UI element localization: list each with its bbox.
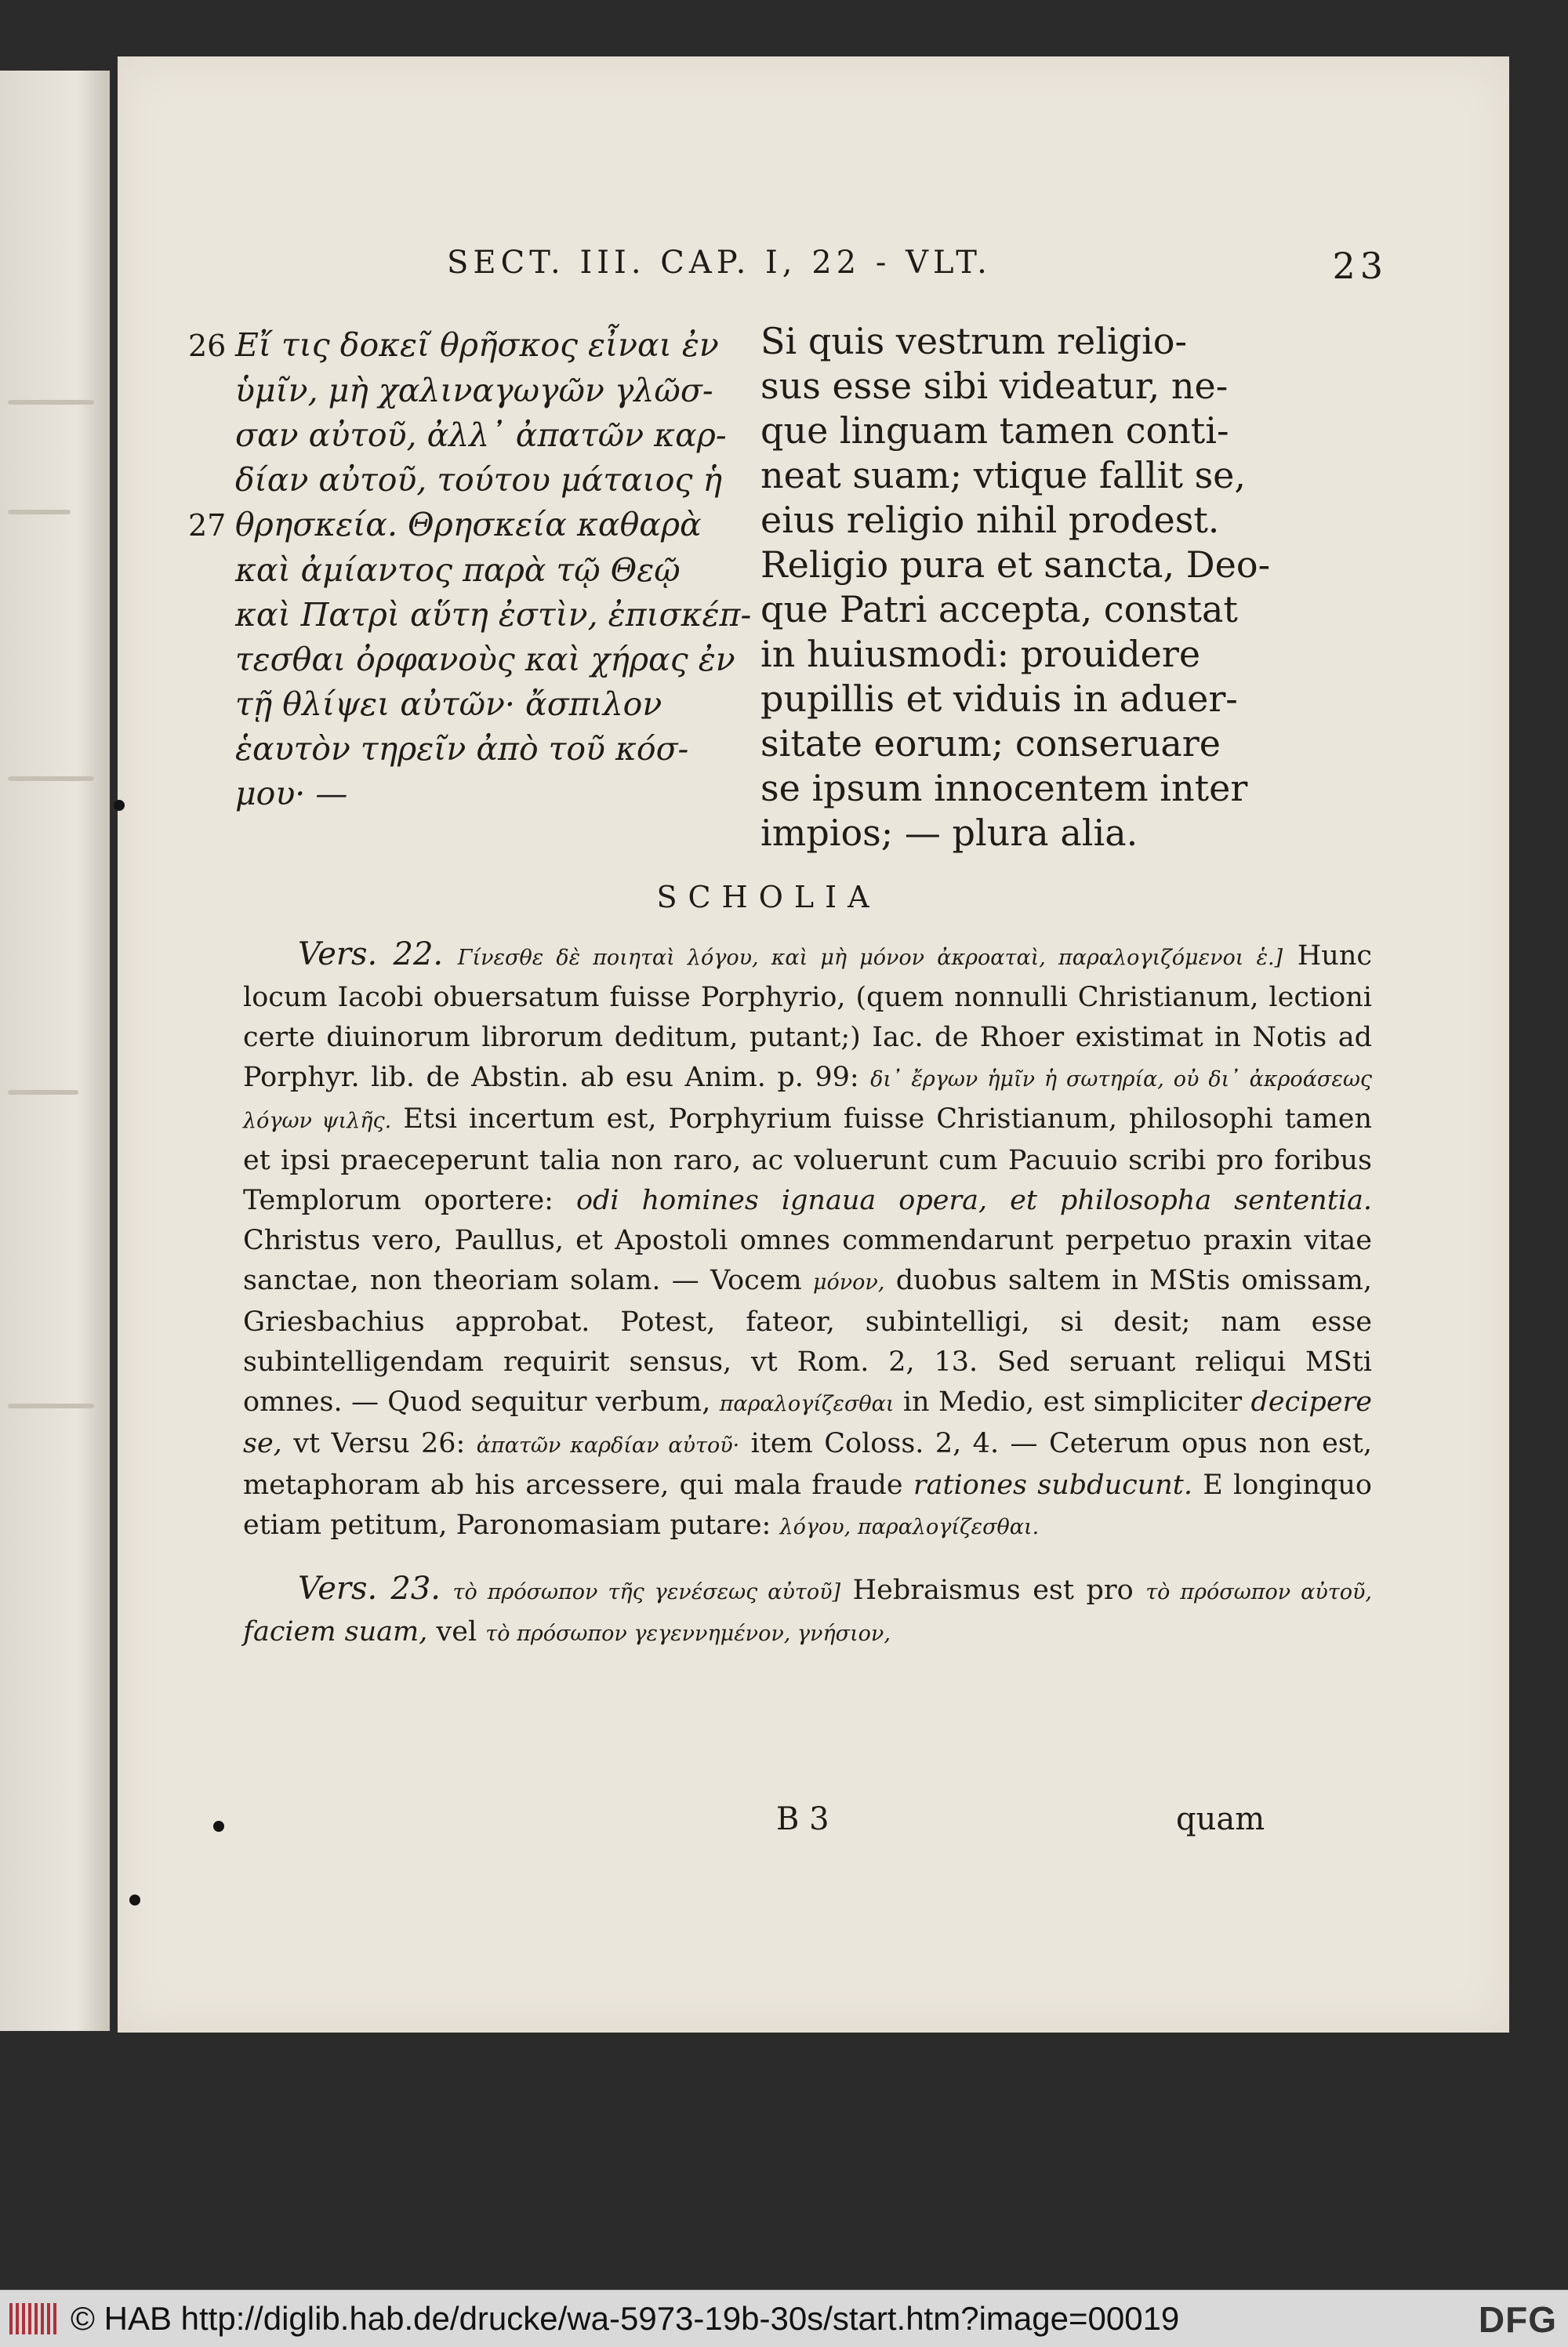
italic-phrase: decipere se, <box>243 1386 1372 1459</box>
greek-phrase: τὸ πρόσωπον αὐτοῦ, <box>1145 1580 1372 1604</box>
greek-line-text: Εἴ τις δοκεῖ θρῆσκος εἶναι ἐν <box>235 326 719 364</box>
note-text: E longinquo etiam petitum, Paronomasiam putare: <box>243 1470 1373 1541</box>
greek-quote: ἀπατῶν καρδίαν αὐτοῦ· <box>476 1433 740 1458</box>
latin-line: Si quis vestrum religio- <box>760 320 1188 362</box>
greek-word: παραλογίζεσθαι <box>719 1392 895 1416</box>
scholia-notes <box>243 935 1372 1676</box>
greek-line-text: ὑμῖν, μὴ χαλιναγωγῶν γλῶσ- <box>235 372 713 409</box>
latin-line: sitate eorum; conseruare <box>760 722 1221 765</box>
signature-mark: B 3 <box>776 1801 829 1837</box>
bleed-through-mark <box>8 776 94 781</box>
greek-line <box>188 369 800 413</box>
note-text: item Coloss. 2, 4. — Ceterum opus non est, metaphoram ab his arcessere, qui mala fraude <box>243 1428 1372 1501</box>
note-text: Hunc locum Iacobi obuersatum fuisse Porphyrio, (quem nonnulli Christianum, lectioni certe diuinorum librorum deditum, putant;) Iac. de Rhoer existimat in Notis ad Porphyr. lib. de Abstin. ab esu Anim. p. 99: <box>243 940 1372 1093</box>
note-text: vt Versu 26: <box>293 1428 466 1459</box>
greek-line-text: τεσθαι ὀρφανοὺς καὶ χήρας ἐν <box>235 641 735 678</box>
greek-word: μόνον, <box>812 1270 885 1295</box>
italic-phrase: faciem suam, <box>243 1616 428 1648</box>
running-head <box>447 245 1388 287</box>
greek-line-text: μου· — <box>235 775 348 812</box>
bleed-through-mark <box>8 400 94 405</box>
italic-quote: odi homines ignaua opera, et philosopha sententia. <box>575 1185 1372 1216</box>
greek-line-text: σαν αὐτοῦ, ἀλλ᾽ ἀπατῶν καρ- <box>235 416 727 454</box>
greek-text-column <box>188 323 800 816</box>
greek-line-text: τῇ θλίψει αὐτῶν· ἄσπιλον <box>235 685 662 723</box>
greek-lemma: τὸ πρόσωπον τῆς γενέσεως αὐτοῦ] <box>452 1580 841 1604</box>
greek-line <box>188 638 800 682</box>
note-text: Christus vero, Paullus, et Apostoli omnes commendarunt perpetuo praxin vitae sanctae, non theoriam solam. — Vocem <box>243 1225 1372 1296</box>
latin-line: que linguam tamen conti- <box>760 409 1229 452</box>
margin-dot <box>129 1895 140 1906</box>
note-verse-23 <box>243 1569 1372 1654</box>
catchword: quam <box>1176 1801 1265 1837</box>
viewer-footer <box>0 2290 1568 2347</box>
latin-line: pupillis et viduis in aduer- <box>760 678 1238 720</box>
greek-line-text: θρησκεία. Θρησκεία καθαρὰ <box>235 506 702 543</box>
note-text: in Medio, est simpliciter <box>902 1386 1243 1418</box>
margin-dot <box>114 800 125 811</box>
greek-line <box>188 458 800 503</box>
latin-line: impios; — plura alia. <box>760 812 1138 854</box>
note-text: Etsi incertum est, Porphyrium fuisse Christianum, philosophi tamen et ipsi praeceperunt talia non raro, ac voluerunt cum Pacuuio scribi pro foribus Templorum oportere: <box>243 1103 1372 1216</box>
greek-quote: δι᾽ ἔργων ἡμῖν ἡ σωτηρία, οὐ δι᾽ ἀκροάσεως λόγων ψιλῆς. <box>243 1067 1372 1133</box>
bleed-through-mark <box>8 1404 94 1408</box>
note-text: duobus saltem in MStis omissam, Griesbachius approbat. Potest, fateor, subintelligi, si desit; nam esse subintelligendam requirit sensus, vt Rom. 2, 13. Sed seruant reliqui MSti omnes. — Quod sequitur verbum, <box>243 1265 1372 1418</box>
hab-barcode-icon <box>9 2303 60 2334</box>
verse-number: 27 <box>188 508 227 543</box>
greek-line <box>188 727 800 772</box>
greek-line <box>188 503 800 548</box>
note-text: Hebraismus est pro <box>852 1575 1134 1606</box>
book-page <box>118 56 1509 2033</box>
greek-line-text: ἑαυτὸν τηρεῖν ἀπὸ τοῦ κόσ- <box>235 730 689 768</box>
latin-line: eius religio nihil prodest. <box>760 499 1220 541</box>
previous-page-edge <box>0 71 110 2031</box>
greek-line <box>188 772 800 816</box>
greek-line-text: καὶ Πατρὶ αὕτη ἐστὶν, ἐπισκέπ- <box>235 596 752 634</box>
dfg-logo: DFG <box>1478 2299 1557 2340</box>
greek-lemma: Γίνεσθε δὲ ποιηταὶ λόγου, καὶ μὴ μόνον ἀκροαταὶ, παραλογιζόμενοι ἑ.] <box>457 946 1283 970</box>
greek-line-text: καὶ ἀμίαντος παρὰ τῷ Θεῷ <box>235 551 681 589</box>
latin-text-column <box>760 319 1388 856</box>
greek-line <box>188 413 800 458</box>
latin-line: sus esse sibi videatur, ne- <box>760 365 1229 407</box>
latin-line: Religio pura et sancta, Deo- <box>760 543 1271 586</box>
scholia-heading: SCHOLIA <box>656 880 880 914</box>
margin-dot <box>213 1821 224 1832</box>
italic-phrase: rationes subducunt. <box>913 1470 1192 1501</box>
footer-url[interactable]: © HAB http://diglib.hab.de/drucke/wa-5973-19b-30s/start.htm?image=00019 <box>71 2300 1180 2337</box>
greek-line <box>188 548 800 593</box>
verse-number: 26 <box>188 329 227 363</box>
latin-line: que Patri accepta, constat <box>760 588 1238 630</box>
running-head-text: SECT. III. CAP. I, 22 - VLT. <box>447 245 992 281</box>
greek-phrase: τὸ πρόσωπον γεγεννημένον, γνήσιον, <box>485 1622 891 1646</box>
bleed-through-mark <box>8 1090 78 1095</box>
verse-ref: Vers. 22. <box>298 936 444 972</box>
greek-line <box>188 682 800 727</box>
latin-line: in huiusmodi: prouidere <box>760 633 1201 675</box>
verse-ref: Vers. 23. <box>298 1571 441 1607</box>
note-verse-22 <box>243 935 1372 1547</box>
page-number: 23 <box>1332 245 1388 287</box>
greek-line-text: δίαν αὐτοῦ, τούτου μάταιος ἡ <box>235 461 723 499</box>
latin-line: neat suam; vtique fallit se, <box>760 454 1247 496</box>
bleed-through-mark <box>8 510 71 514</box>
greek-word: λόγου, παραλογίζεσθαι. <box>779 1515 1040 1539</box>
note-text: vel <box>436 1616 477 1648</box>
greek-line <box>188 323 800 369</box>
greek-line <box>188 593 800 638</box>
latin-line: se ipsum innocentem inter <box>760 767 1248 809</box>
